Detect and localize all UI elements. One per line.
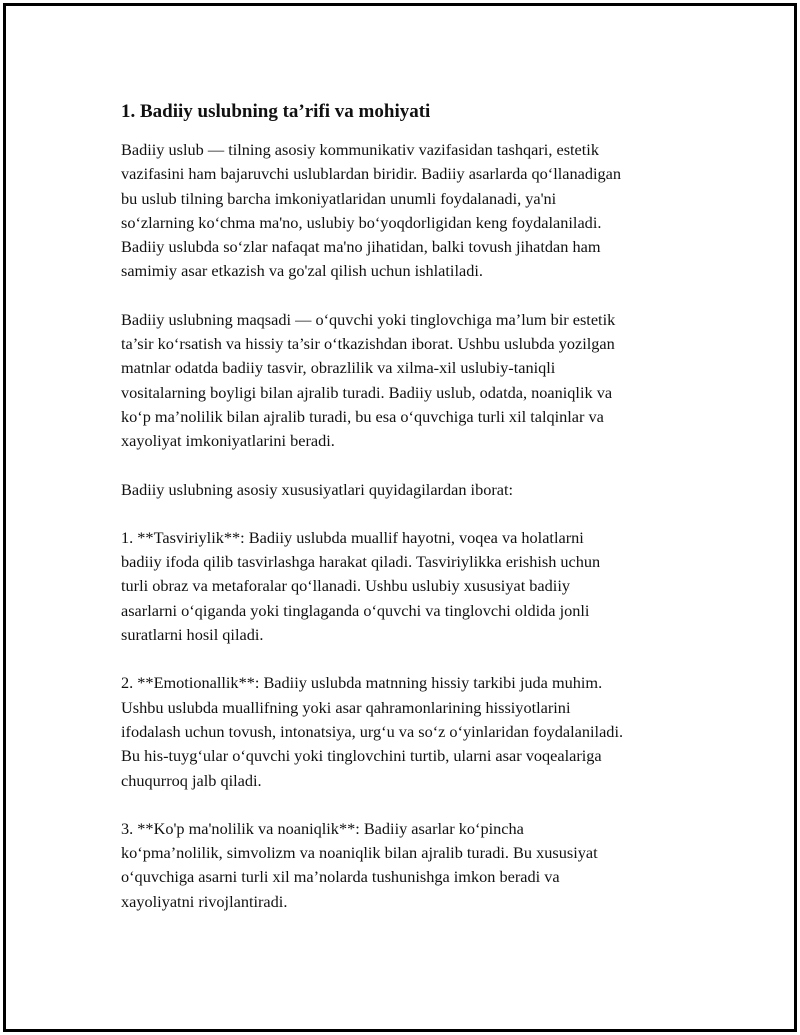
paragraph-features-intro: Badiiy uslubning asosiy xususiyatlari quyidagilardan iborat: (121, 479, 514, 499)
list-item-tasviriylik: 1. **Tasviriylik**: Badiiy uslubda muallif hayotni, voqea va holatlarni badiiy ifoda qilib tasvirlashga harakat qiladi. Tasviriylikka erishish uchun turli obraz va metaforalar qo‘llanadi. Ushbu uslubiy xususiyat badiiy asarlarni o‘qiganda yoki tinglaganda o‘quvchi va tinglovchi oldida jonli suratlarni hosil qiladi. (121, 527, 601, 645)
page-frame (3, 3, 797, 1032)
paragraph-definition: Badiiy uslub — tilning asosiy kommunikativ vazifasidan tashqari, estetik vazifasini ham bajaruvchi uslublardan biridir. Badiiy asarlarda qo‘llanadigan bu uslub tilning barcha imkoniyatlaridan unumli foydalanadi, ya'ni so‘zlarning ko‘chma ma'no, uslubiy bo‘yoqdorligidan keng foydalaniladi. Badiiy uslubda so‘zlar nafaqat ma'no jihatidan, balki tovush jihatdan ham samimiy asar etkazish va go'zal qilish uchun ishlatiladi. (121, 140, 622, 281)
list-item-emotionallik: 2. **Emotionallik**: Badiiy uslubda matnning hissiy tarkibi juda muhim. Ushbu uslubda muallifning yoki asar qahramonlarining hissiyotlarini ifodalash uchun tovush, intonatsiya, urg‘u va so‘z o‘yinlaridan foydalaniladi. Bu his-tuyg‘ular o‘quvchi yoki tinglovchini turtib, ularni asar voqealariga chuqurroq jalb qiladi. (121, 673, 624, 790)
document-body (121, 100, 701, 914)
section-heading: 1. Badiiy uslubning ta’rifi va mohiyati (121, 101, 431, 122)
paragraph-purpose: Badiiy uslubning maqsadi — o‘quvchi yoki tinglovchiga ma’lum bir estetik ta’sir ko‘rsatish va hissiy ta’sir o‘tkazishdan iborat. Ushbu uslubda yozilgan matnlar odatda badiiy tasvir, obrazlilik va xilma-xil uslubiy-taniqli vositalarning boyligi bilan ajralib turadi. Badiiy uslub, odatda, noaniqlik va ko‘p ma’nolilik bilan ajralib turadi, bu esa o‘quvchiga turli xil talqinlar va xayoliyat imkoniyatlarini beradi. (121, 309, 616, 451)
list-item-kop-manolilik: 3. **Ko'p ma'nolilik va noaniqlik**: Badiiy asarlar ko‘pincha ko‘pma’nolilik, simvolizm va noaniqlik bilan ajralib turadi. Bu xususiyat o‘quvchiga asarni turli xil ma’nolarda tushunishga imkon beradi va xayoliyatni rivojlantiradi. (121, 818, 598, 911)
